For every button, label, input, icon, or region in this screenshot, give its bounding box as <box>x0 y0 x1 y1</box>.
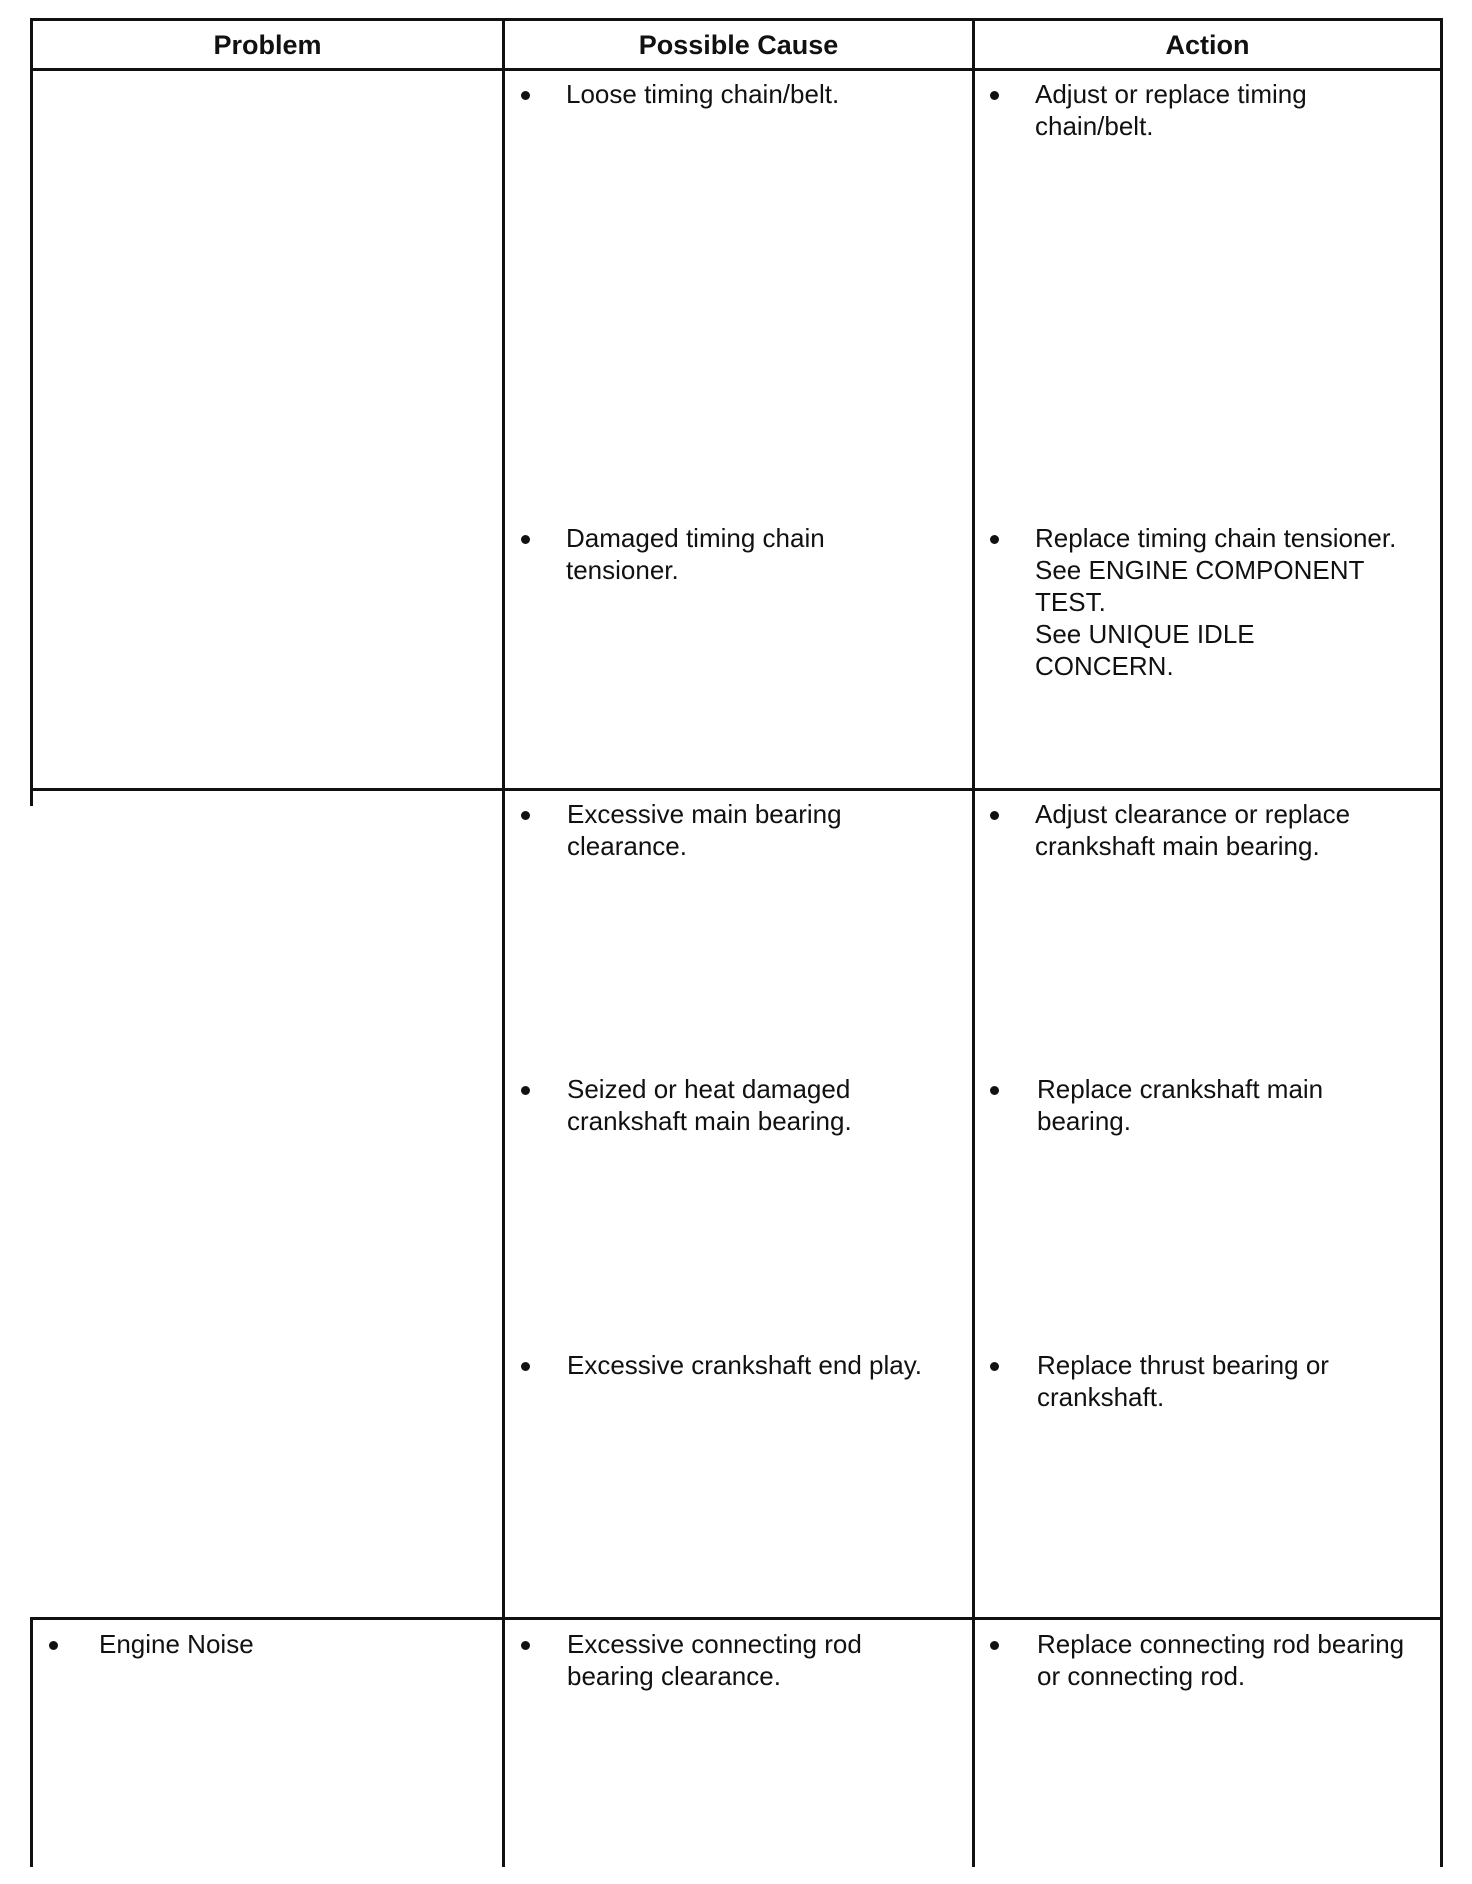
action-text: Adjust or replace timing chain/belt. <box>1035 79 1307 141</box>
bullet-icon <box>990 535 999 544</box>
action-text: Replace thrust bearing or crankshaft. <box>1037 1350 1329 1412</box>
bullet-icon <box>521 1086 530 1095</box>
left-border-lower <box>30 1617 33 1867</box>
column-divider-2 <box>972 18 975 1867</box>
bullet-icon <box>990 1086 999 1095</box>
cause-text: Loose timing chain/belt. <box>566 79 840 109</box>
cause-text: Excessive main bearing clearance. <box>567 799 842 861</box>
row-2-bottom-border <box>30 1617 1443 1620</box>
bullet-icon <box>990 91 999 100</box>
row-1-bottom-border <box>30 788 1443 791</box>
bullet-icon <box>521 91 530 100</box>
header-possible-cause: Possible Cause <box>638 30 839 60</box>
header-problem: Problem <box>213 30 322 60</box>
bullet-icon <box>990 1641 999 1650</box>
action-text: Replace connecting rod bearing or connecting rod. <box>1037 1629 1405 1691</box>
bullet-icon <box>521 1641 530 1650</box>
bullet-icon <box>521 811 530 820</box>
table-top-border <box>30 18 1443 21</box>
header-action: Action <box>1165 30 1250 60</box>
problem-text: Engine Noise <box>99 1629 254 1659</box>
action-text: Adjust clearance or replace crankshaft main bearing. <box>1035 799 1351 861</box>
bullet-icon <box>990 811 999 820</box>
bullet-icon <box>990 1362 999 1371</box>
header-bottom-border <box>30 68 1443 71</box>
left-border <box>30 18 33 806</box>
cause-text: Excessive crankshaft end play. <box>567 1350 923 1380</box>
cause-text: Damaged timing chain tensioner. <box>566 523 825 585</box>
action-text: Replace timing chain tensioner. See ENGINE COMPONENT TEST. See UNIQUE IDLE CONCERN. <box>1035 523 1397 681</box>
bullet-icon <box>521 535 530 544</box>
action-text: Replace crankshaft main bearing. <box>1037 1074 1324 1136</box>
bullet-icon <box>521 1362 530 1371</box>
bullet-icon <box>49 1641 58 1650</box>
cause-text: Seized or heat damaged crankshaft main bearing. <box>567 1074 852 1136</box>
column-divider-1 <box>502 18 505 1867</box>
cause-text: Excessive connecting rod bearing clearance. <box>567 1629 862 1691</box>
right-border <box>1440 18 1443 1867</box>
